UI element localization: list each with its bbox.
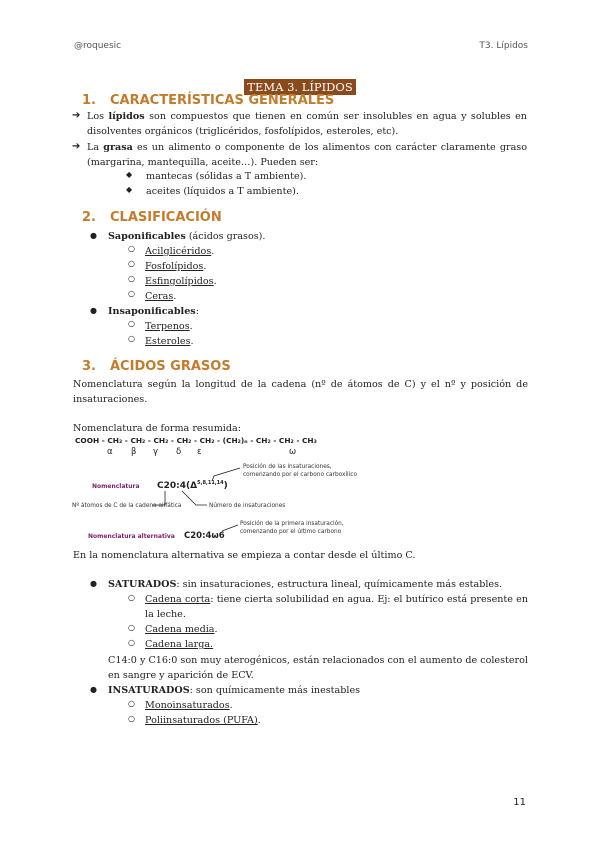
list-item: Ceras. bbox=[145, 291, 177, 302]
circle-bullet-icon: ○ bbox=[128, 274, 135, 283]
bullet-icon: ● bbox=[90, 306, 97, 315]
circle-bullet-icon: ○ bbox=[128, 593, 135, 602]
header-author: @roquesic bbox=[74, 41, 122, 51]
greek-alpha: α bbox=[107, 447, 113, 457]
section-1-heading: 1. CARACTERÍSTICAS GENERALES bbox=[82, 93, 335, 108]
list-item: Poliinsaturados (PUFA). bbox=[145, 715, 261, 726]
list-item: Monoinsaturados. bbox=[145, 700, 233, 711]
diamond-bullet-icon: ◆ bbox=[126, 170, 133, 179]
list-item: Fosfolípidos. bbox=[145, 261, 207, 272]
list-item: SATURADOS: sin insaturaciones, estructura lineal, químicamente más estables. bbox=[108, 579, 503, 590]
short-nomenclature-label: Nomenclatura de forma resumida: bbox=[73, 423, 241, 434]
circle-bullet-icon: ○ bbox=[128, 259, 135, 268]
list-item: Esteroles. bbox=[145, 336, 194, 347]
paragraph-nomenclatura: Nomenclatura según la longitud de la cadena (nº de átomos de C) y el nº y posición de insaturaciones. bbox=[73, 379, 528, 405]
paragraph-lipidos: Los lípidos son compuestos que tienen en común ser insolubles en agua y solubles en disolventes orgánicos (triglicéridos, fosfolípidos, esteroles, etc). bbox=[87, 111, 527, 137]
alt-position-note: Posición de la primera insaturación, comenzando por el último carbono bbox=[240, 521, 344, 535]
greek-gamma: γ bbox=[153, 447, 159, 457]
section-2-heading: 2. CLASIFICACIÓN bbox=[82, 210, 222, 225]
circle-bullet-icon: ○ bbox=[128, 289, 135, 298]
list-item: Saponificables (ácidos grasos). bbox=[108, 231, 266, 242]
circle-bullet-icon: ○ bbox=[128, 334, 135, 343]
header-topic: T3. Lípidos bbox=[479, 41, 528, 51]
list-item: Insaponificables: bbox=[108, 306, 199, 317]
bullet-icon: ● bbox=[90, 579, 97, 588]
greek-omega: ω bbox=[289, 447, 297, 457]
list-item: aceites (líquidos a T ambiente). bbox=[146, 186, 299, 197]
paragraph-grasa: La grasa es un alimento o componente de los alimentos con carácter claramente graso (margarina, mantequilla, aceite…). Pueden ser: bbox=[87, 142, 528, 168]
bullet-icon: ● bbox=[90, 685, 97, 694]
arrow-icon: ➔ bbox=[72, 110, 81, 121]
atherogenic-note: C14:0 y C16:0 son muy aterogénicos, están relacionados con el aumento de colesterol en sangre y aparición de ECV. bbox=[108, 655, 528, 681]
greek-beta: β bbox=[131, 447, 137, 457]
list-item: Esfingolípidos. bbox=[145, 276, 217, 287]
alt-nomenclature-code: C20:4ω6 bbox=[184, 531, 225, 541]
list-item: Cadena larga. bbox=[145, 639, 214, 650]
list-item: Cadena corta: tiene cierta solubilidad en agua. Ej: el butírico está presente en la leche. bbox=[145, 594, 528, 620]
page-title: TEMA 3. LÍPIDOS bbox=[244, 79, 355, 95]
fatty-acid-formula: COOH - CH₂ - CH₂ - CH₂ - CH₂ - CH₂ - (CH₂)ₙ - CH₂ - CH₂ - CH₃ bbox=[75, 436, 317, 445]
carbons-note: Nº átomos de C de la cadena alifática bbox=[72, 503, 182, 509]
list-item: Cadena media. bbox=[145, 624, 218, 635]
section-3-heading: 3. ÁCIDOS GRASOS bbox=[82, 359, 231, 374]
list-item: Terpenos. bbox=[145, 321, 193, 332]
list-item: Acilglicéridos. bbox=[145, 246, 215, 257]
greek-epsilon: ε bbox=[197, 447, 202, 457]
circle-bullet-icon: ○ bbox=[128, 319, 135, 328]
circle-bullet-icon: ○ bbox=[128, 638, 135, 647]
circle-bullet-icon: ○ bbox=[128, 699, 135, 708]
circle-bullet-icon: ○ bbox=[128, 244, 135, 253]
list-item: INSATURADOS: son químicamente más inestables bbox=[108, 685, 361, 696]
insaturations-note: Número de insaturaciones bbox=[209, 503, 286, 509]
circle-bullet-icon: ○ bbox=[128, 623, 135, 632]
greek-delta: δ bbox=[176, 447, 182, 457]
nomenclature-label: Nomenclatura bbox=[92, 483, 140, 490]
arrow-icon: ➔ bbox=[72, 141, 81, 152]
nomenclature-code: $C20:4(\Delta^{5,8,11,14})$ bbox=[157, 480, 228, 491]
bullet-icon: ● bbox=[90, 231, 97, 240]
page-number: 11 bbox=[513, 797, 526, 808]
alt-nomenclature-text: En la nomenclatura alternativa se empieza a contar desde el último C. bbox=[73, 550, 416, 561]
circle-bullet-icon: ○ bbox=[128, 714, 135, 723]
list-item: mantecas (sólidas a T ambiente). bbox=[146, 171, 307, 182]
alt-nomenclature-label: Nomenclatura alternativa bbox=[88, 533, 175, 540]
diamond-bullet-icon: ◆ bbox=[126, 185, 133, 194]
positions-note: Posición de las insaturaciones, comenzando por el carbono carboxílico bbox=[243, 464, 358, 478]
